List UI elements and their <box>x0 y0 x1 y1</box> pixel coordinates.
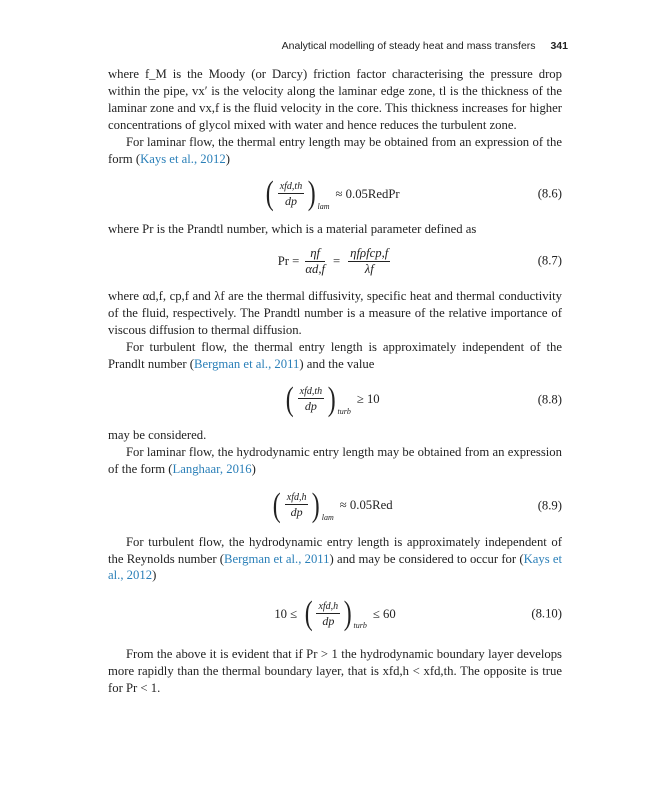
paragraph-5-text: For turbulent flow, the thermal entry length is approximately independent of the Prandlt number (Bergman et al., 2011) and the value <box>108 340 562 371</box>
eq88-subscript: turb <box>337 406 351 416</box>
eq86-fraction <box>278 181 305 208</box>
eq87-number: (8.7) <box>537 253 562 268</box>
eq88-fraction <box>298 386 325 413</box>
eq86-subscript: lam <box>317 201 330 211</box>
eq810-numerator: xfd,h <box>318 600 339 612</box>
paragraph-2-text: For laminar flow, the thermal entry length may be obtained from an expression of the form (Kays et al., 2012) <box>108 134 562 166</box>
eq89-rhs: ≈ 0.05Red <box>339 498 393 513</box>
paragraph-6: may be considered. <box>108 427 207 442</box>
eq87-fraction-2 <box>348 246 390 277</box>
eq87-lhs: Pr = <box>277 253 300 268</box>
eq810-denominator: dp <box>322 613 335 628</box>
equation-8-8: ( $\frac{\text{xfd,th}}{dp}$ ) turb ≥ 10 (8.8) <box>108 375 562 425</box>
eq86-numerator: xfd,th <box>279 180 303 192</box>
eq810-subscript: turb <box>353 621 367 631</box>
paragraph-8-text: For turbulent flow, the hydrodynamic entry length is approximately independent of the Reynolds number (Bergman et al., 2011) and may be considered to occur for (Kays et al., 2012) <box>108 534 563 583</box>
page-number: 341 <box>550 40 568 52</box>
eq89-subscript: lam <box>321 512 334 522</box>
equation-8-9: ( $\frac{\text{xfd,h}}{dp}$ ) lam ≈ 0.05Red (8.9) <box>108 482 562 530</box>
citation-link[interactable]: Kays et al., 2012 <box>140 151 226 166</box>
eq87-denominator-1: αd,f <box>305 261 326 276</box>
paragraph-8 <box>108 534 562 585</box>
equation-8-6: ( $\frac{\text{xfd,th}}{dp}$ ) lam ≈ 0.05RedPr (8.6) <box>108 171 562 217</box>
equation-8-10: 10 ≤ ( $\frac{\text{xfd,h}}{dp}$ ) turb ≤ 60 (8.10) <box>108 588 562 640</box>
paragraph-4: where αd,f, cp,f and λf are the thermal diffusivity, specific heat and thermal conductivity of the fluid, respectively. The Prandtl number is a measure of the relative importance of viscous diffusion to thermal diffusion. <box>108 289 562 338</box>
eq86-rhs: ≈ 0.05RedPr <box>335 186 400 201</box>
eq88-rhs: ≥ 10 <box>356 392 380 407</box>
citation-link[interactable]: Kays et al., 2012 <box>108 551 563 583</box>
page-body <box>108 66 562 697</box>
eq89-denominator: dp <box>290 505 303 520</box>
eq88-numerator: xfd,th <box>299 386 323 398</box>
eq86-denominator: dp <box>284 193 297 208</box>
paragraph-3: where Pr is the Prandtl number, which is a material parameter defined as <box>108 222 477 237</box>
equation-8-7 <box>108 238 562 284</box>
citation-link[interactable]: Bergman et al., 2011 <box>224 551 330 566</box>
eq87-denominator-2: λf <box>364 261 374 276</box>
eq88-denominator: dp <box>304 399 317 414</box>
paragraph-5 <box>108 339 562 373</box>
paragraph-2 <box>108 134 562 168</box>
citation-link[interactable]: Langhaar, 2016 <box>172 461 252 476</box>
eq89-fraction <box>285 492 309 519</box>
citation-link[interactable]: Bergman et al., 2011 <box>193 356 300 371</box>
running-header <box>282 40 568 52</box>
eq810-number: (8.10) <box>531 606 562 621</box>
eq87-numerator-2: ηfρfcp,f <box>350 245 389 260</box>
eq810-rhs: ≤ 60 <box>372 606 396 621</box>
eq810-lhs: 10 ≤ <box>274 606 298 621</box>
paragraph-7-text: For laminar flow, the hydrodynamic entry length may be obtained from an expression of the form (Langhaar, 2016) <box>108 444 562 476</box>
paragraph-9 <box>108 646 562 697</box>
eq88-number: (8.8) <box>537 392 562 407</box>
eq810-fraction <box>316 601 340 628</box>
eq87-equals: = <box>333 253 341 268</box>
paragraph-7 <box>108 444 562 478</box>
paragraph-9-text: From the above it is evident that if Pr > 1 the hydrodynamic boundary layer develops more rapidly than the thermal boundary layer, that is xfd,h < xfd,th. The opposite is true for Pr < 1. <box>108 647 562 696</box>
eq89-numerator: xfd,h <box>286 492 307 504</box>
eq86-number: (8.6) <box>537 186 562 201</box>
eq87-fraction-1 <box>305 246 325 277</box>
eq89-number: (8.9) <box>537 498 562 513</box>
paragraph-1: where f_M is the Moody (or Darcy) friction factor characterising the pressure drop within the pipe, vx′ is the velocity along the laminar edge zone, tl is the thickness of the laminar zone and vx,f is the fluid velocity in the core. This thickness increases for higher concentrations of glycol mixed with water and hence reduces the turbulent zone. <box>108 67 562 132</box>
running-title: Analytical modelling of steady heat and mass transfers <box>281 40 536 52</box>
eq87-numerator-1: ηf <box>310 245 321 260</box>
